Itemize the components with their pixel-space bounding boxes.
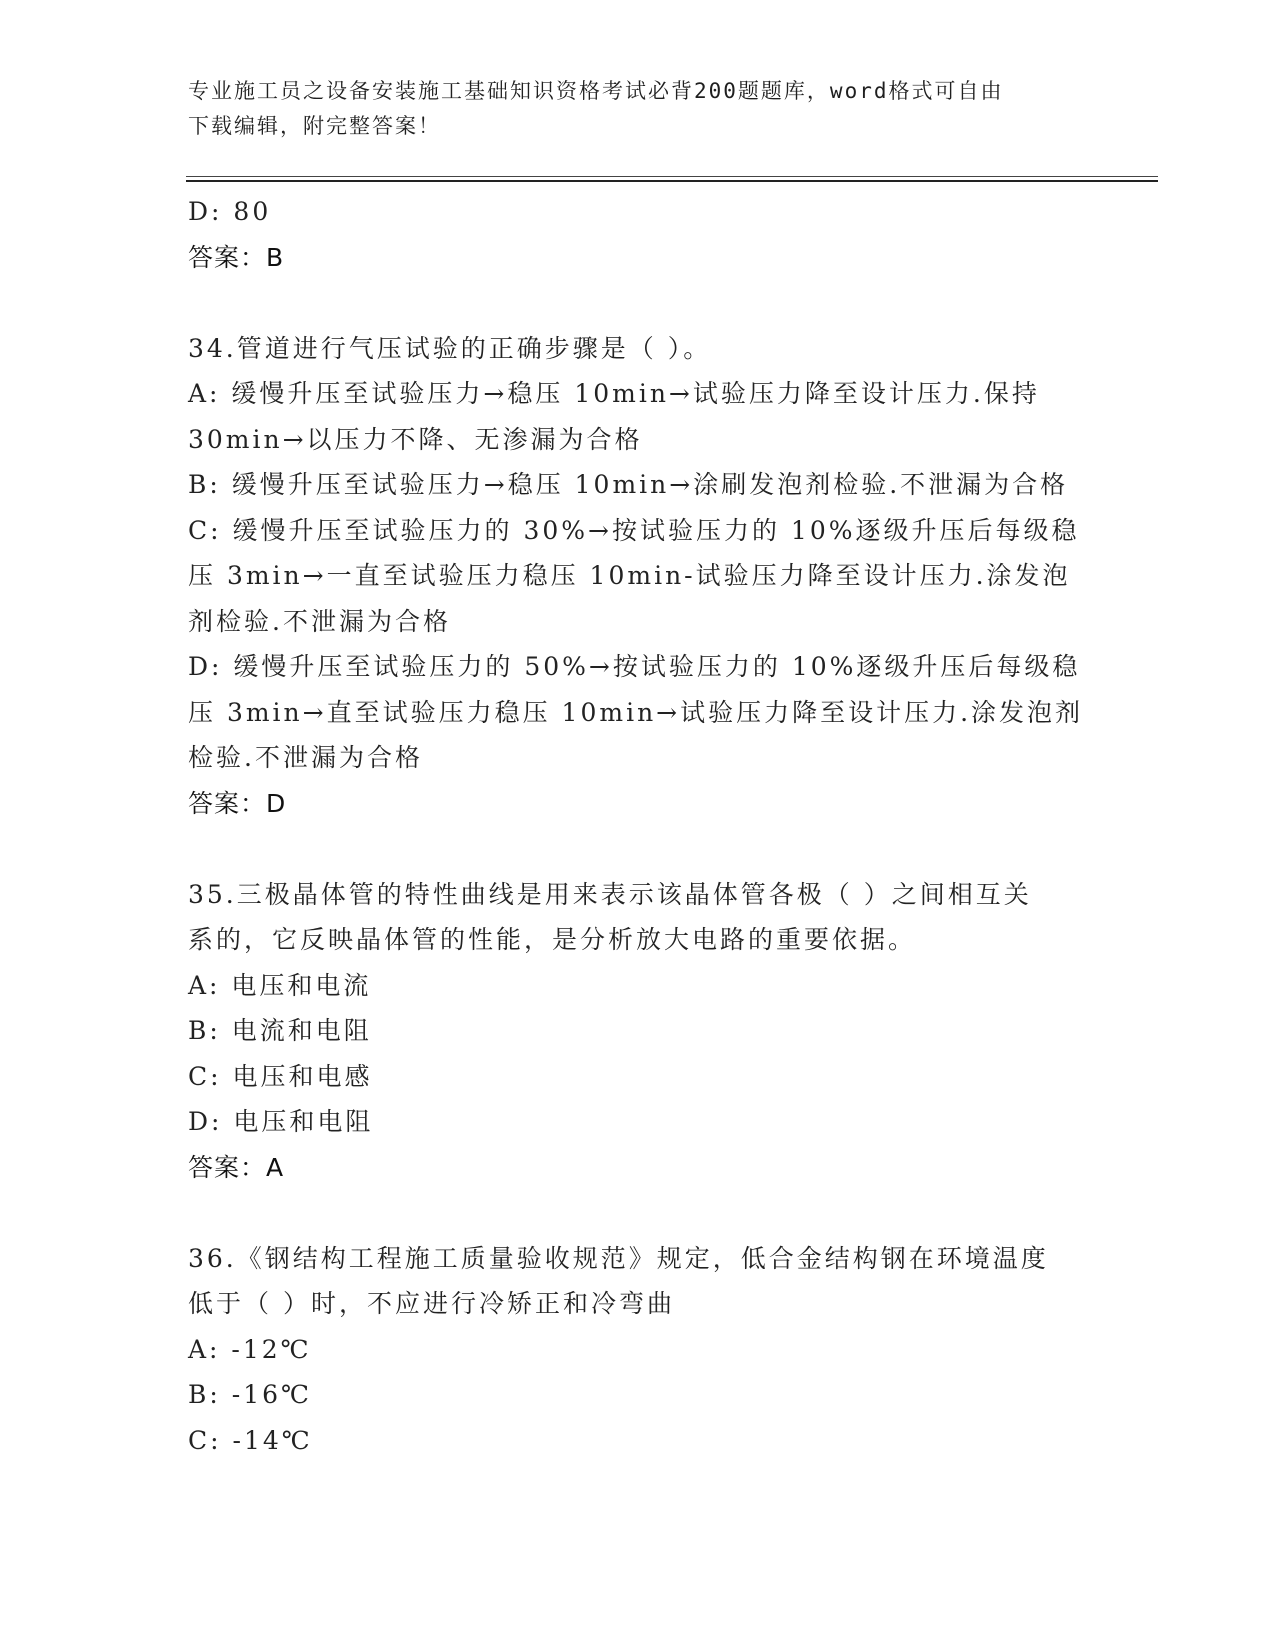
option-a: A: -12℃ — [188, 1334, 312, 1364]
answer: 答案：D — [188, 788, 287, 818]
option-c: C: -14℃ — [188, 1425, 313, 1455]
header-divider — [186, 176, 1158, 182]
spacer — [188, 1190, 1088, 1236]
option-d-continued: 检验.不泄漏为合格 — [188, 743, 423, 772]
spacer — [188, 280, 1088, 326]
option-c: C: 缓慢升压至试验压力的 30%→按试验压力的 10%逐级升压后每级稳 — [188, 515, 1080, 545]
header-line-1: 专业施工员之设备安装施工基础知识资格考试必背200题题库，word格式可自由 — [188, 79, 1004, 103]
question-35 — [188, 872, 1088, 1191]
option-b: B: 电流和电阻 — [188, 1016, 372, 1045]
option-d: D: 缓慢升压至试验压力的 50%→按试验压力的 10%逐级升压后每级稳 — [188, 652, 1081, 681]
option-c-continued: 剂检验.不泄漏为合格 — [188, 606, 451, 636]
option-d-continued: 压 3min→直至试验压力稳压 10min→试验压力降至设计压力.涂发泡剂 — [188, 697, 1084, 727]
question-33-tail — [188, 189, 1088, 280]
option-a: A: 缓慢升压至试验压力→稳压 10min→试验压力降至设计压力.保持 — [188, 379, 1040, 408]
option-b: B: 缓慢升压至试验压力→稳压 10min→涂刷发泡剂检验.不泄漏为合格 — [188, 470, 1069, 499]
header-line-2: 下载编辑，附完整答案！ — [188, 114, 441, 138]
question-stem-continued: 系的，它反映晶体管的性能，是分析放大电路的重要依据。 — [188, 925, 917, 954]
question-stem: 35.三极晶体管的特性曲线是用来表示该晶体管各极（ ）之间相互关 — [188, 879, 1032, 909]
option-a: A: 电压和电流 — [188, 970, 372, 1000]
document-header — [188, 74, 1088, 144]
answer: 答案：B — [188, 242, 285, 272]
option-d: D: 电压和电阻 — [188, 1107, 374, 1136]
question-stem: 34.管道进行气压试验的正确步骤是（ ）。 — [188, 333, 712, 363]
answer: 答案：A — [188, 1152, 285, 1182]
spacer — [188, 826, 1088, 872]
option-c-continued: 压 3min→一直至试验压力稳压 10min-试验压力降至设计压力.涂发泡 — [188, 561, 1071, 590]
option-a-continued: 30min→以压力不降、无渗漏为合格 — [188, 424, 643, 454]
document-body — [188, 189, 1088, 1463]
question-36 — [188, 1236, 1088, 1464]
option-d: D: 80 — [188, 197, 272, 226]
question-34 — [188, 326, 1088, 827]
question-stem-continued: 低于（ ）时，不应进行冷矫正和冷弯曲 — [188, 1289, 675, 1318]
question-stem: 36.《钢结构工程施工质量验收规范》规定，低合金结构钢在环境温度 — [188, 1243, 1049, 1273]
option-c: C: 电压和电感 — [188, 1061, 373, 1091]
option-b: B: -16℃ — [188, 1380, 312, 1409]
